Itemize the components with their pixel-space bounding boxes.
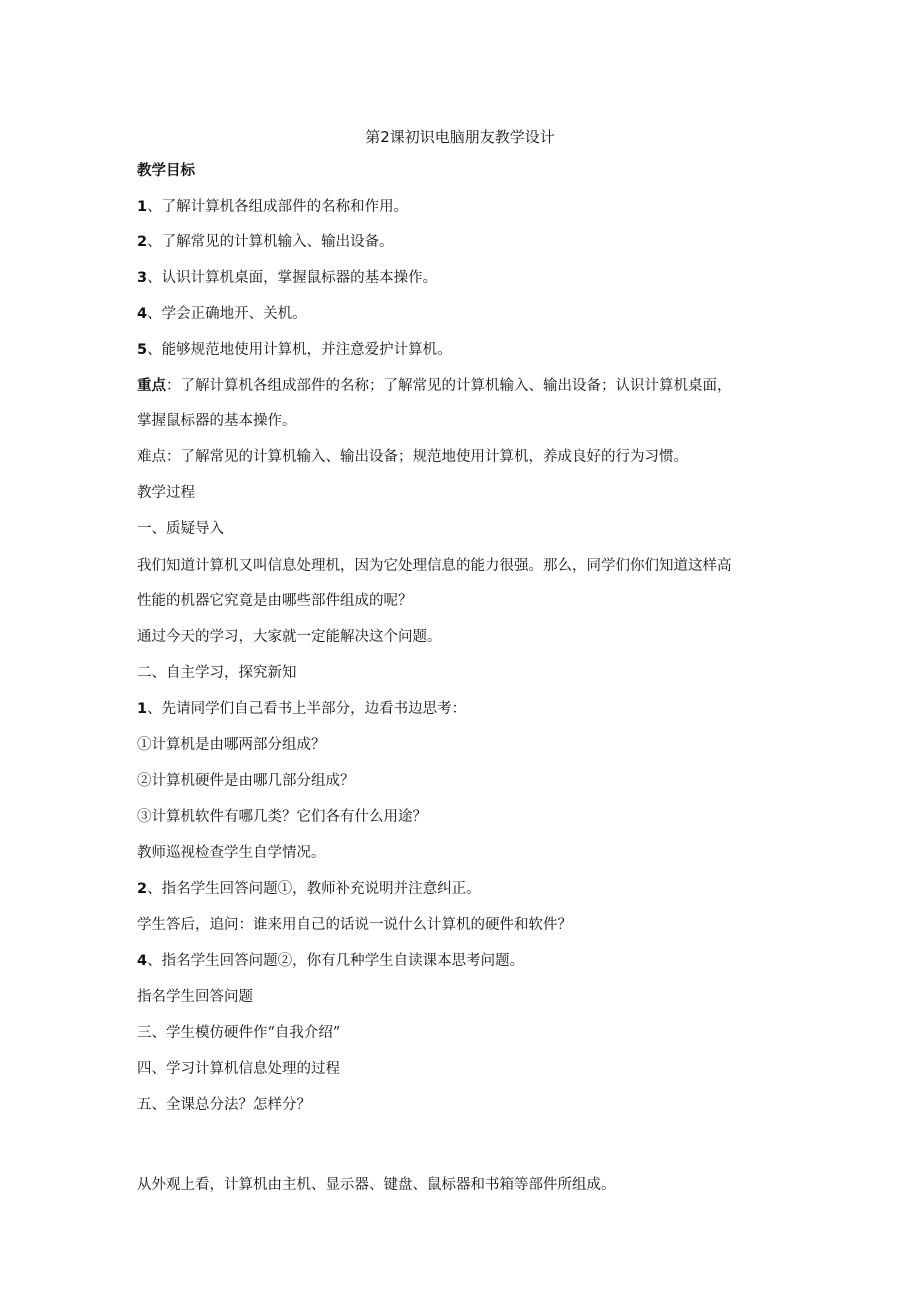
objective-text: 、了解常见的计算机输入、输出设备。 (147, 234, 394, 250)
key-points-label: 重点 (137, 378, 166, 394)
objective-text: 、学会正确地开、关机。 (147, 306, 307, 322)
paragraph: 通过今天的学习，大家就一定能解决这个问题。 (137, 629, 442, 645)
objective-number: 2 (137, 234, 148, 250)
step-item (137, 951, 524, 971)
key-points-text: ：了解计算机各组成部件的名称；了解常见的计算机输入、输出设备；认识计算机桌面， (166, 378, 732, 394)
objective-number: 1 (137, 199, 148, 215)
objective-item (137, 268, 437, 288)
step-number: 2 (137, 881, 148, 897)
objective-text: 、认识计算机桌面，掌握鼠标器的基本操作。 (147, 270, 438, 286)
step-text: 、指名学生回答问题①，教师补充说明并注意纠正。 (147, 881, 481, 897)
key-points-continued: 掌握鼠标器的基本操作。 (137, 413, 297, 429)
question-item: ③计算机软件有哪几类？它们各有什么用途？ (137, 809, 427, 825)
document-title: 第2课初识电脑朋友教学设计 (365, 128, 555, 146)
objective-item (137, 197, 408, 217)
objective-number: 3 (137, 270, 148, 286)
step-item (137, 879, 481, 899)
key-points (137, 376, 732, 396)
paragraph: 学生答后，追问：谁来用自己的话说一说什么计算机的硬件和软件？ (137, 917, 572, 933)
paragraph: 教师巡视检查学生自学情况。 (137, 845, 326, 861)
closing-paragraph: 从外观上看，计算机由主机、显示器、键盘、鼠标器和书箱等部件所组成。 (137, 1177, 616, 1193)
difficulty: 难点：了解常见的计算机输入、输出设备；规范地使用计算机，养成良好的行为习惯。 (137, 449, 688, 465)
question-item: ①计算机是由哪两部分组成？ (137, 737, 326, 753)
section-heading: 五、全课总分法？怎样分？ (137, 1097, 311, 1113)
paragraph-continued: 性能的机器它究竟是由哪些部件组成的呢？ (137, 593, 413, 609)
paragraph: 我们知道计算机又叫信息处理机，因为它处理信息的能力很强。那么，同学们你们知道这样高 (137, 558, 732, 574)
objective-number: 5 (137, 342, 148, 358)
objective-text: 、能够规范地使用计算机，并注意爱护计算机。 (147, 342, 452, 358)
step-item (137, 699, 466, 719)
paragraph: 指名学生回答问题 (137, 989, 253, 1005)
section-heading: 三、学生模仿硬件作“自我介绍” (137, 1025, 341, 1041)
step-number: 4 (137, 953, 148, 969)
objective-item (137, 232, 394, 252)
objective-item (137, 304, 307, 324)
objective-item (137, 340, 452, 360)
step-number: 1 (137, 701, 148, 717)
objective-text: 、了解计算机各组成部件的名称和作用。 (147, 199, 409, 215)
objective-number: 4 (137, 306, 148, 322)
section-heading: 四、学习计算机信息处理的过程 (137, 1061, 340, 1077)
step-text: 、指名学生回答问题②，你有几种学生自读课本思考问题。 (147, 953, 525, 969)
objectives-heading: 教学目标 (137, 163, 195, 179)
process-heading: 教学过程 (137, 485, 195, 501)
section-heading: 一、质疑导入 (137, 521, 224, 537)
step-text: 、先请同学们自己看书上半部分，边看书边思考： (147, 701, 467, 717)
question-item: ②计算机硬件是由哪几部分组成？ (137, 773, 355, 789)
section-heading: 二、自主学习，探究新知 (137, 665, 297, 681)
